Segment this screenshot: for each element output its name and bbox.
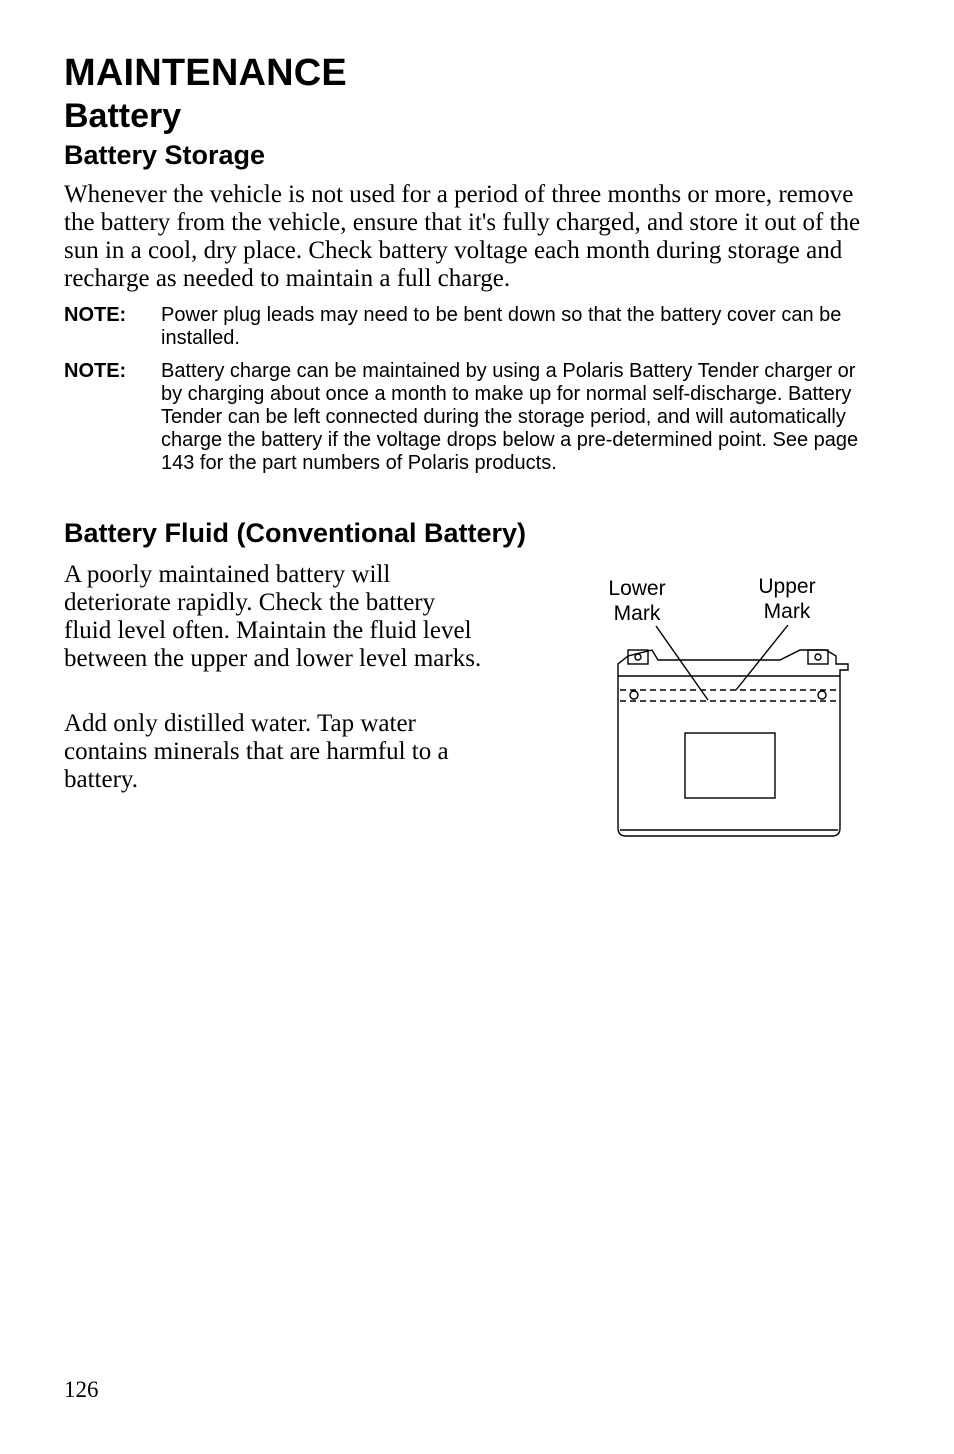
- upper-mark-label-line2: Mark: [763, 600, 811, 623]
- upper-mark-label-line1: Upper: [758, 575, 816, 598]
- fluid-maintenance-paragraph: A poorly maintained battery will deteriorate rapidly. Check the battery fluid level often. Maintain the fluid level between the upper and lower level marks.: [64, 561, 482, 672]
- battery-storage-heading: Battery Storage: [64, 140, 266, 170]
- lower-mark-label-line1: Lower: [608, 577, 666, 600]
- note-battery-tender: [64, 360, 874, 475]
- distilled-water-paragraph: Add only distilled water. Tap water contains minerals that are harmful to a battery.: [64, 710, 449, 793]
- battery-label-plate: [685, 733, 775, 798]
- upper-mark-leader: [736, 625, 788, 690]
- battery-case: [618, 676, 840, 836]
- lower-mark-leader: [656, 626, 708, 700]
- note-text: Battery charge can be maintained by using a Polaris Battery Tender charger or by charging about once a month to make up for normal self-discharge. Battery Tender can be left connected during the storage period, and will automatically charge the battery if the voltage drops below a pre-determined point. See page 143 for the part numbers of Polaris products.: [161, 360, 859, 474]
- terminal-right-bolt: [815, 654, 821, 660]
- lower-mark-label-line2: Mark: [613, 602, 661, 625]
- page-number: 126: [64, 1377, 99, 1402]
- battery-storage-paragraph: Whenever the vehicle is not used for a period of three months or more, remove the battery from the vehicle, ensure that it's fully charged, and store it out of the sun in a cool, dry place. Check battery voltage each month during storage and recharge as needed to maintain a full charge.: [64, 181, 861, 292]
- vent-cap-right: [818, 691, 826, 699]
- subsection-title: Battery: [64, 97, 182, 135]
- terminal-left-bolt: [635, 654, 641, 660]
- note-label: NOTE:: [64, 360, 127, 382]
- battery-fluid-level-diagram: [590, 568, 860, 848]
- vent-cap-left: [630, 691, 638, 699]
- terminal-right: [808, 650, 828, 664]
- battery-lid: [618, 650, 848, 676]
- battery-fluid-heading: Battery Fluid (Conventional Battery): [64, 518, 527, 548]
- note-label: NOTE:: [64, 304, 127, 326]
- note-plug-leads: [64, 304, 874, 350]
- note-text: Power plug leads may need to be bent down so that the battery cover can be installed.: [161, 304, 842, 349]
- section-title: MAINTENANCE: [64, 52, 347, 94]
